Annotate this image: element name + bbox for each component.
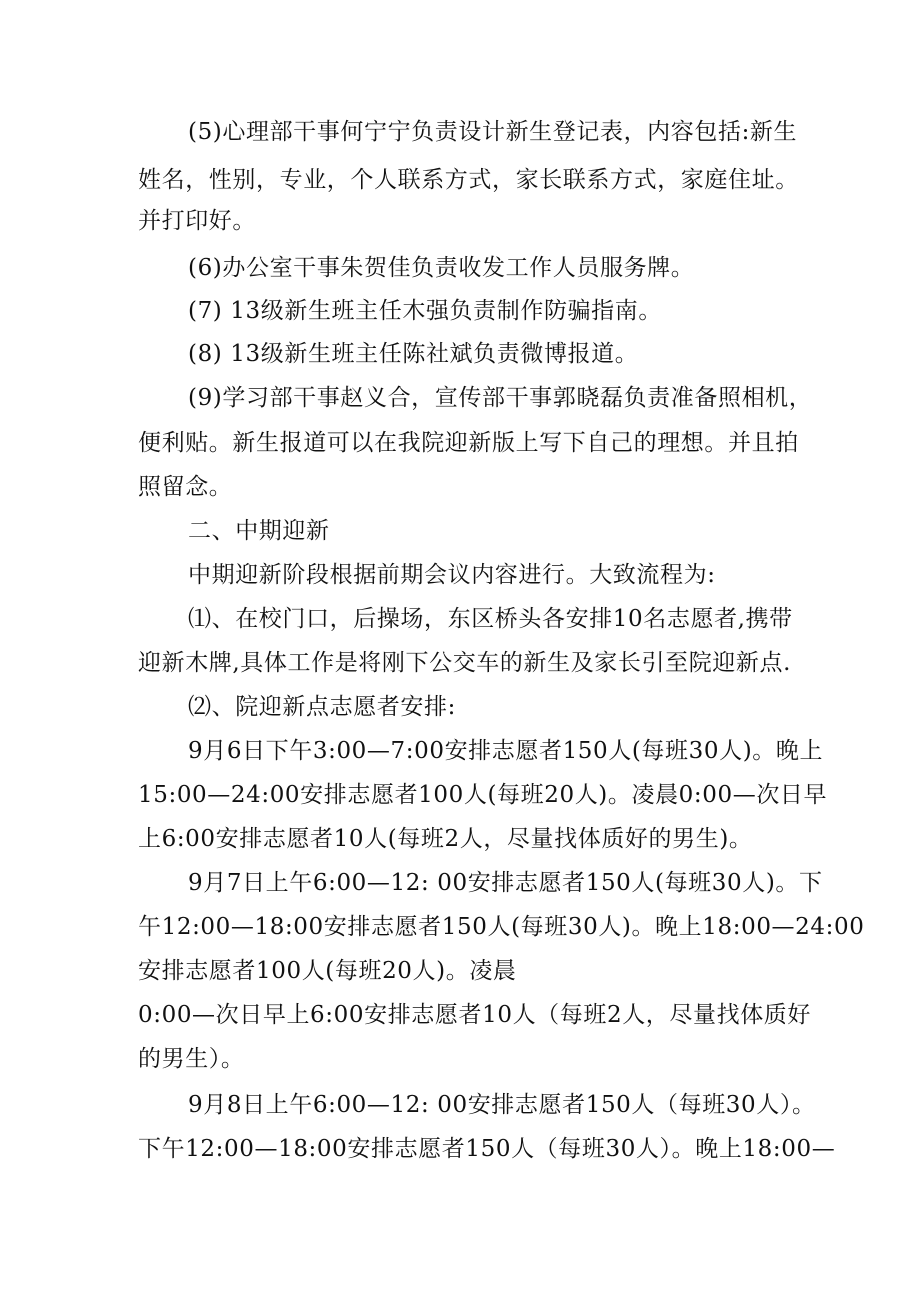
paragraph-line: 迎新木牌,具体工作是将刚下公交车的新生及家长引至院迎新点. bbox=[138, 650, 792, 676]
paragraph-line: 上6:00安排志愿者10人(每班2人，尽量找体质好的男生)。 bbox=[138, 826, 753, 852]
paragraph-line: 中期迎新阶段根据前期会议内容进行。大致流程为: bbox=[188, 562, 716, 588]
paragraph-line: 9月7日上午6:00—12: 00安排志愿者150人(每班30人)。下 bbox=[188, 870, 823, 896]
paragraph-line: (9)学习部干事赵义合，宣传部干事郭晓磊负责准备照相机， bbox=[188, 385, 813, 411]
section-heading: 二、中期迎新 bbox=[188, 518, 330, 544]
paragraph-line: (7) 13级新生班主任木强负责制作防骗指南。 bbox=[188, 298, 662, 324]
paragraph-line: 下午12:00—18:00安排志愿者150人（每班30人）。晚上18:00— bbox=[138, 1136, 836, 1162]
paragraph-line: 9月8日上午6:00—12: 00安排志愿者150人（每班30人）。 bbox=[188, 1092, 816, 1118]
paragraph-line: 0:00—次日早上6:00安排志愿者10人（每班2人，尽量找体质好 bbox=[138, 1002, 811, 1028]
paragraph-line: ⑵、院迎新点志愿者安排: bbox=[188, 694, 456, 720]
paragraph-line: 的男生）。 bbox=[138, 1046, 245, 1072]
paragraph-line: 安排志愿者100人(每班20人)。凌晨 bbox=[138, 958, 517, 984]
paragraph-line: (8) 13级新生班主任陈社斌负责微博报道。 bbox=[188, 341, 639, 367]
paragraph-line: 并打印好。 bbox=[138, 208, 256, 234]
paragraph-line: (5)心理部干事何宁宁负责设计新生登记表，内容包括:新生 bbox=[188, 119, 798, 145]
paragraph-line: (6)办公室干事朱贺佳负责收发工作人员服务牌。 bbox=[188, 255, 695, 281]
paragraph-line: ⑴、在校门口，后操场，东区桥头各安排10名志愿者,携带 bbox=[188, 606, 793, 632]
paragraph-line: 午12:00—18:00安排志愿者150人(每班30人)。晚上18:00—24:00 bbox=[138, 914, 865, 940]
paragraph-line: 照留念。 bbox=[138, 474, 233, 500]
paragraph-line: 9月6日下午3:00—7:00安排志愿者150人(每班30人)。晚上 bbox=[188, 738, 824, 764]
paragraph-line: 姓名，性别，专业，个人联系方式，家长联系方式，家庭住址。 bbox=[138, 167, 799, 193]
paragraph-line: 15:00—24:00安排志愿者100人(每班20人)。凌晨0:00—次日早 bbox=[138, 782, 828, 808]
paragraph-line: 便利贴。新生报道可以在我院迎新版上写下自己的理想。并且拍 bbox=[138, 430, 799, 456]
